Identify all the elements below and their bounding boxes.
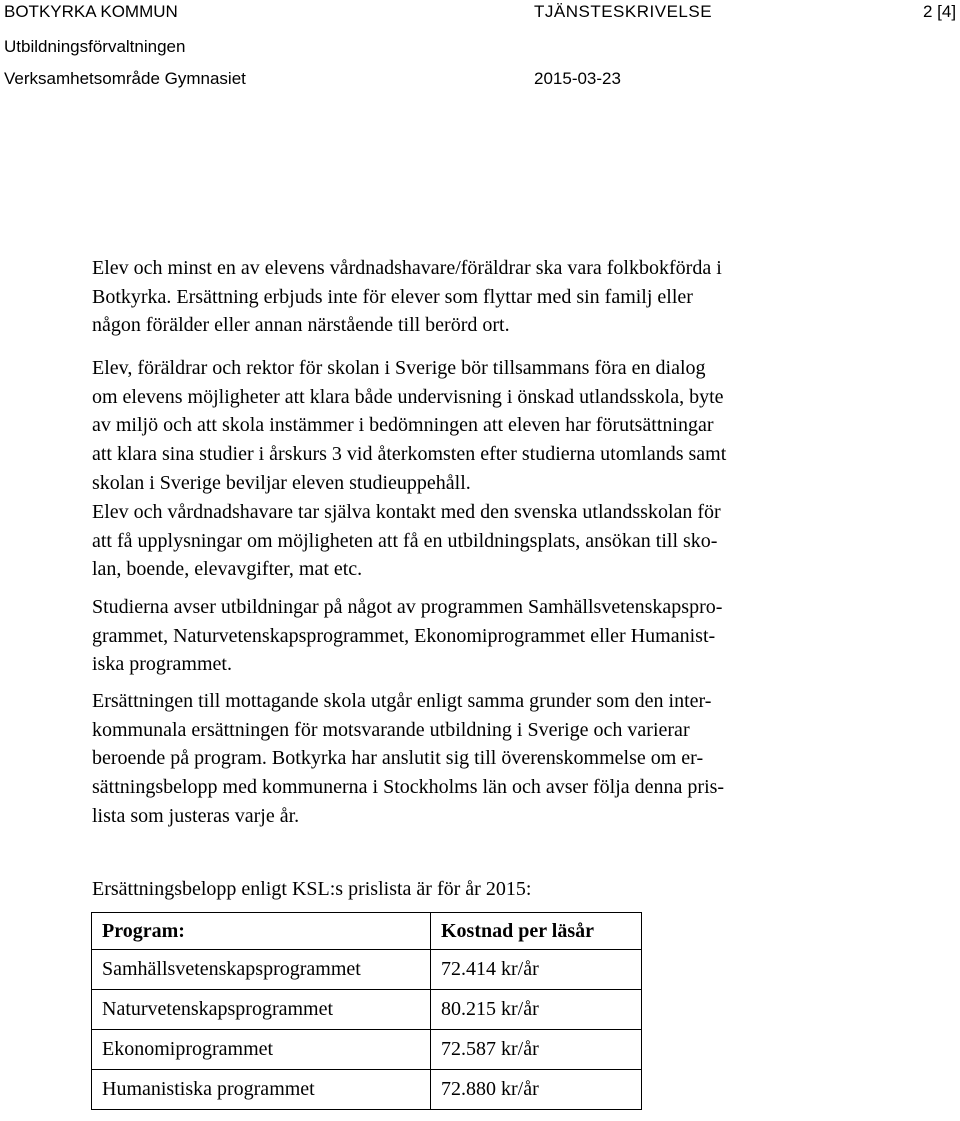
program-cost: 80.215 kr/år: [431, 990, 642, 1030]
program-name: Naturvetenskapsprogrammet: [92, 990, 431, 1030]
program-name: Humanistiska programmet: [92, 1070, 431, 1110]
table-row: [92, 990, 642, 1030]
program-name: Samhällsvetenskapsprogrammet: [92, 950, 431, 990]
program-cost: 72.880 kr/år: [431, 1070, 642, 1110]
program-cost: 72.414 kr/år: [431, 950, 642, 990]
table-row: [92, 950, 642, 990]
department-name: Utbildningsförvaltningen: [4, 37, 186, 56]
price-table: [91, 912, 642, 1110]
document-date: 2015-03-23: [534, 69, 621, 88]
document-type: TJÄNSTESKRIVELSE: [534, 2, 713, 21]
paragraph-residency: Elev och minst en av elevens vårdnadshavare/föräldrar ska vara folkbokförda i Botkyrka. Ersättning erbjuds inte för elever som flyttar med sin familj eller någon förälder eller annan närstående till berörd ort.: [92, 257, 722, 337]
table-row: [92, 1030, 642, 1070]
paragraph-compensation: Ersättningen till mottagande skola utgår enligt samma grunder som den inter- kommunala ersättningen för motsvarande utbildning i Sverige och varierar beroende på program. Botkyrka har anslutit sig till överenskommelse om er- sättningsbelopp med kommunerna i Stockholms län och avser följa denna pris- lista som justeras varje år.: [92, 690, 725, 827]
paragraph-programs: Studierna avser utbildningar på något av programmen Samhällsvetenskapspro- grammet, Naturvetenskapsprogrammet, Ekonomiprogrammet eller Humanist- iska programmet.: [92, 596, 723, 676]
header-program: Program:: [92, 913, 431, 950]
paragraph-contact: Elev och vårdnadshavare tar själva kontakt med den svenska utlandsskolan för att få upplysningar om möjligheten att få en utbildningsplats, ansökan till sko- lan, boende, elevavgifter, mat etc.: [92, 501, 721, 581]
page-number: 2 [4]: [923, 2, 957, 21]
organization-name: BOTKYRKA KOMMUN: [4, 2, 178, 21]
table-row: [92, 1070, 642, 1110]
header-cost: Kostnad per läsår: [431, 913, 642, 950]
table-header-row: [92, 913, 642, 950]
operational-area: Verksamhetsområde Gymnasiet: [4, 69, 246, 88]
program-cost: 72.587 kr/år: [431, 1030, 642, 1070]
program-name: Ekonomiprogrammet: [92, 1030, 431, 1070]
paragraph-dialog: Elev, föräldrar och rektor för skolan i Sverige bör tillsammans föra en dialog om elevens möjligheter att klara både undervisning i önskad utlandsskola, byte av miljö och att skola instämmer i bedömningen att eleven har förutsättningar att klara sina studier i årskurs 3 vid återkomsten efter studierna utomlands samt skolan i Sverige beviljar eleven studieuppehåll.: [92, 357, 727, 494]
table-caption: Ersättningsbelopp enligt KSL:s prislista är för år 2015:: [92, 878, 532, 900]
